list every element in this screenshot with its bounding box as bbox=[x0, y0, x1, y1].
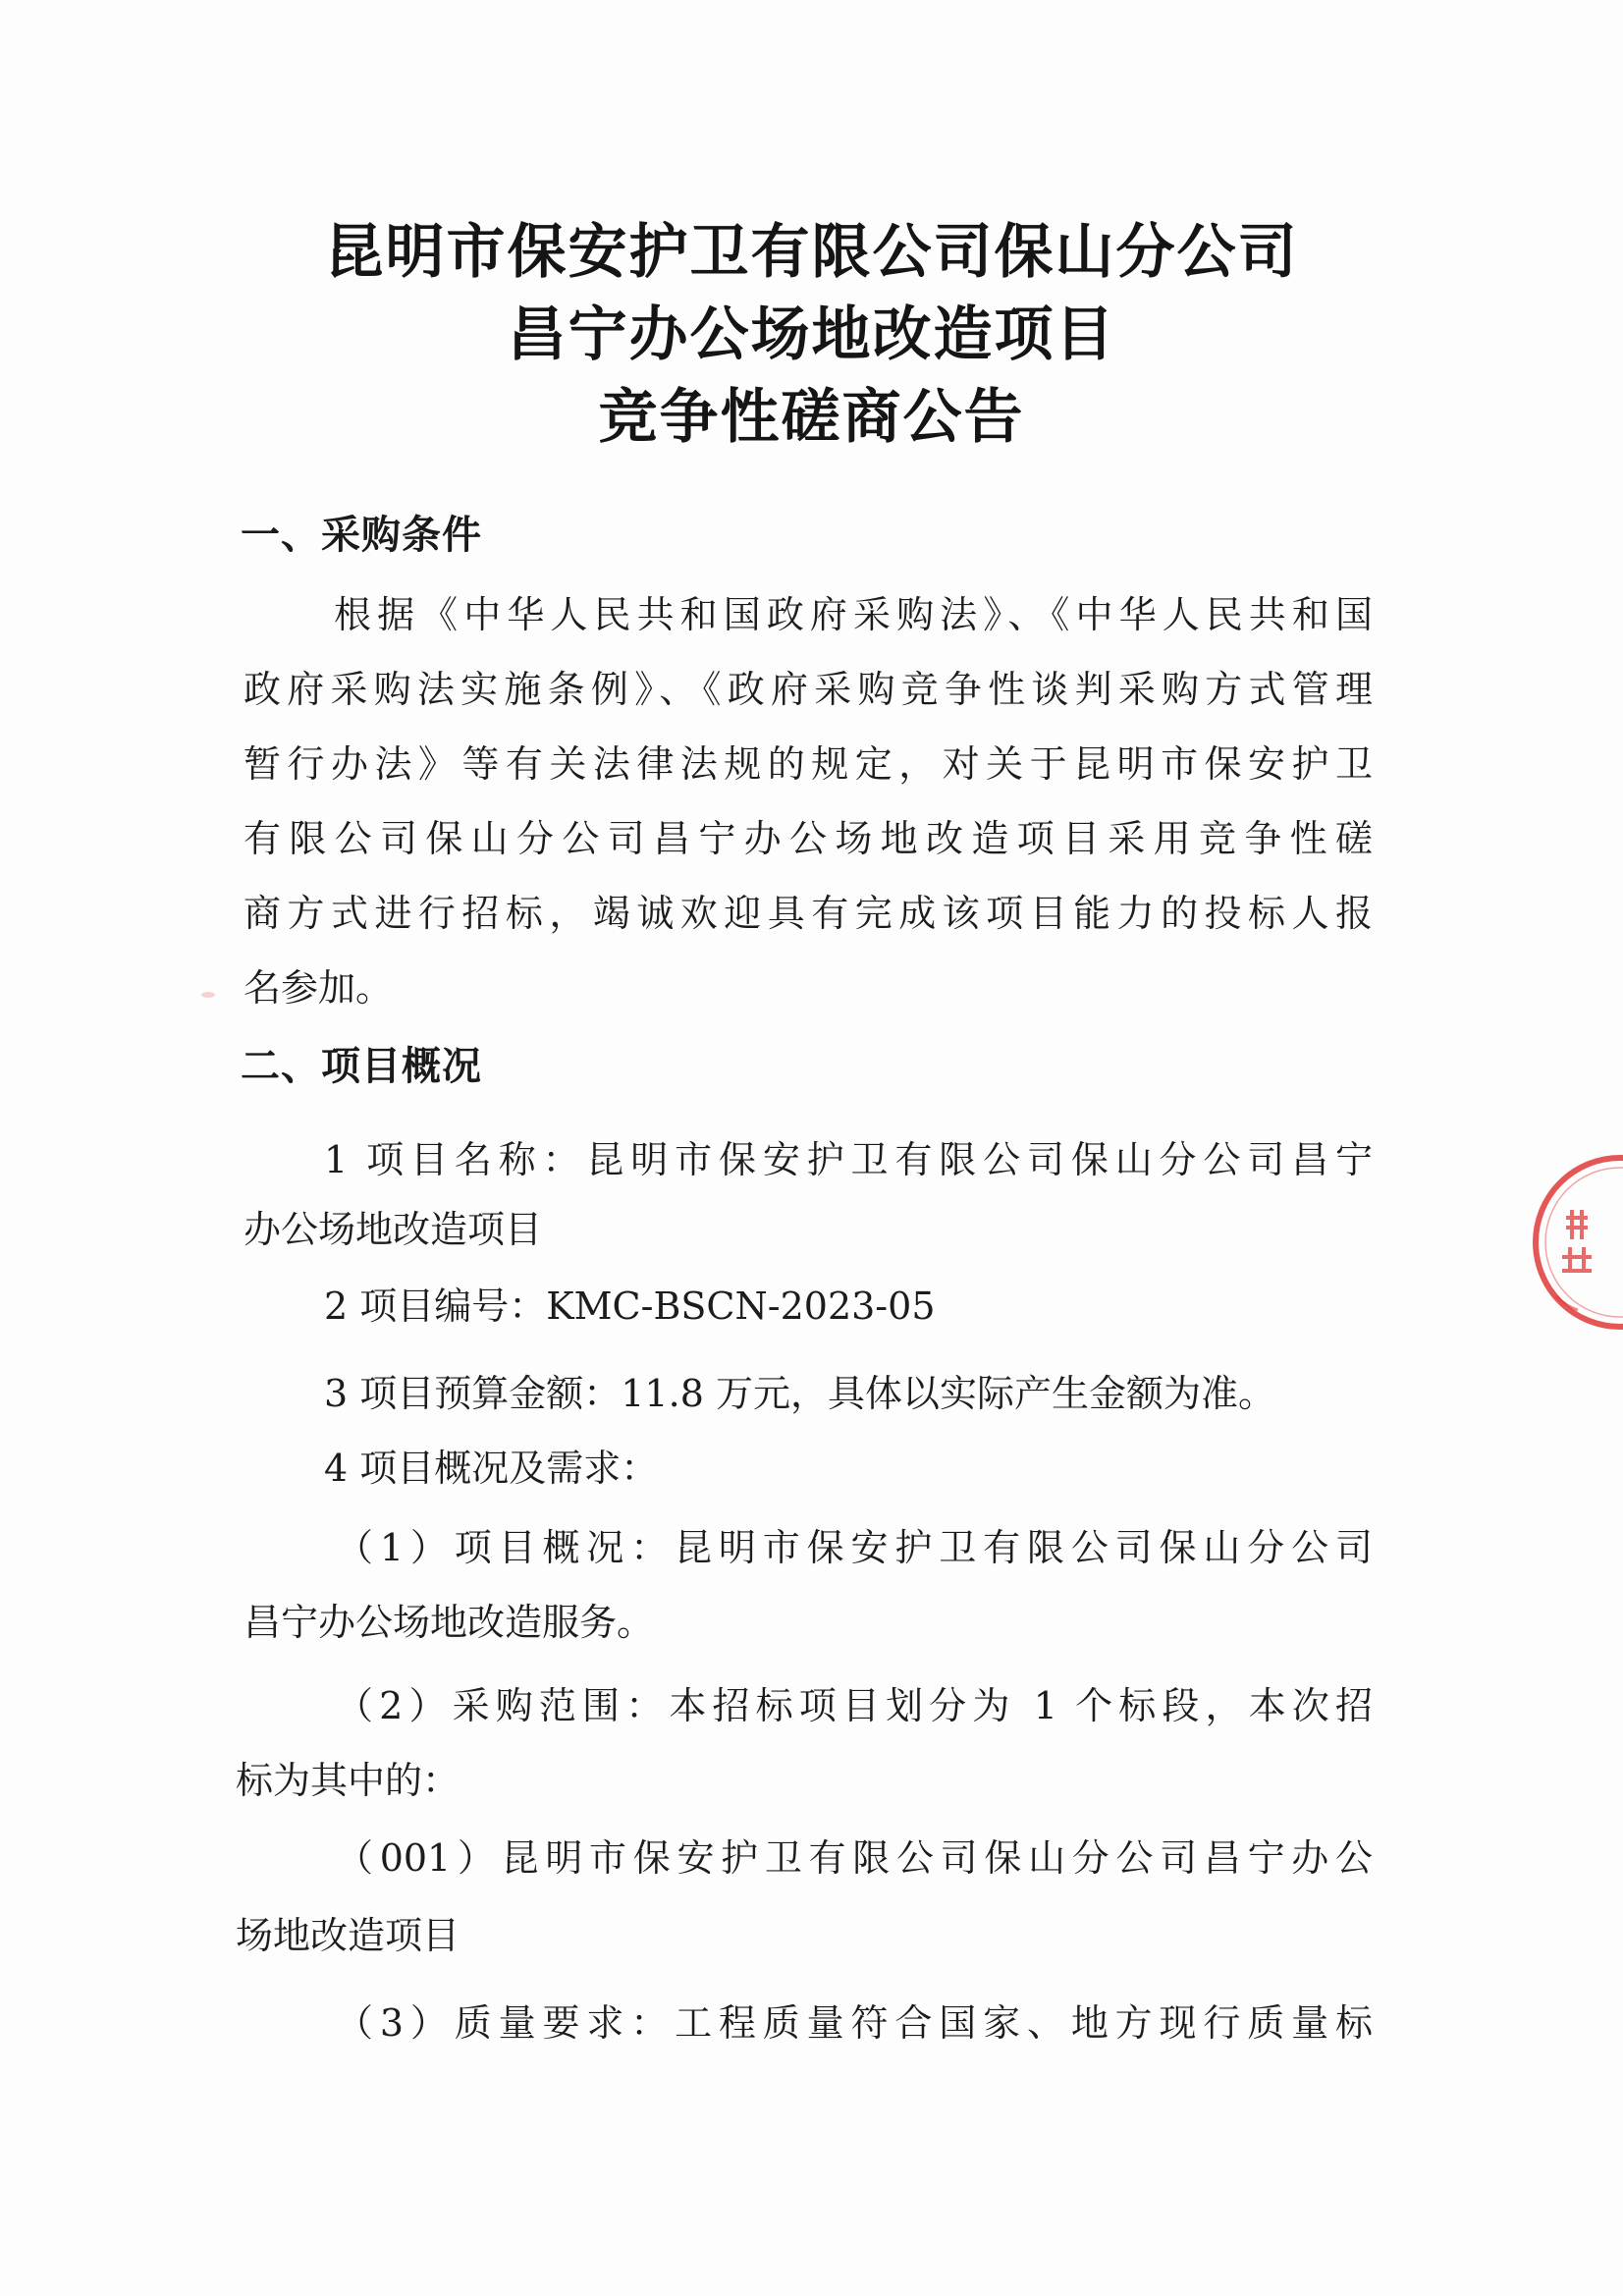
item-project-number: 2 项目编号：KMC-BSCN-2023-05 bbox=[324, 1285, 936, 1328]
title-line-1: 昆明市保安护卫有限公司保山分公司 bbox=[324, 218, 1299, 287]
item-project-name: 1 项目名称：昆明市保安护卫有限公司保山分公司昌宁 bbox=[324, 1138, 1373, 1181]
paragraph-line: 政府采购法实施条例》、《政府采购竞争性谈判采购方式管理 bbox=[243, 668, 1373, 711]
paragraph-line: 暂行办法》等有关法律法规的规定，对关于昆明市保安护卫 bbox=[243, 742, 1373, 786]
sub-item-overview-cont: 昌宁办公场地改造服务。 bbox=[243, 1601, 655, 1644]
document-title bbox=[0, 211, 1623, 459]
paragraph-line: 名参加。 bbox=[243, 966, 394, 1010]
section-heading-procurement-conditions: 一、采购条件 bbox=[241, 513, 482, 558]
ink-smudge bbox=[201, 992, 215, 998]
paragraph-line: 根据《中华人民共和国政府采购法》、《中华人民共和国 bbox=[334, 593, 1373, 636]
item-project-name-cont: 办公场地改造项目 bbox=[243, 1208, 543, 1251]
lot-item: （001）昆明市保安护卫有限公司保山分公司昌宁办公 bbox=[336, 1836, 1373, 1880]
sub-item-scope: （2）采购范围：本招标项目划分为 1 个标段，本次招 bbox=[336, 1684, 1373, 1727]
sub-item-overview: （1）项目概况：昆明市保安护卫有限公司保山分公司 bbox=[336, 1526, 1373, 1569]
lot-item-cont: 场地改造项目 bbox=[236, 1914, 460, 1957]
item-project-requirements: 4 项目概况及需求： bbox=[324, 1447, 659, 1490]
sub-item-quality: （3）质量要求：工程质量符合国家、地方现行质量标 bbox=[336, 2001, 1373, 2045]
title-line-3: 竞争性磋商公告 bbox=[598, 383, 1025, 452]
section-heading-project-overview: 二、项目概况 bbox=[241, 1044, 482, 1089]
paragraph-line: 有限公司保山分公司昌宁办公场地改造项目采用竞争性磋 bbox=[243, 817, 1373, 860]
title-line-2: 昌宁办公场地改造项目 bbox=[507, 301, 1116, 369]
sub-item-scope-cont: 标为其中的： bbox=[236, 1759, 460, 1802]
item-project-budget: 3 项目预算金额：11.8 万元，具体以实际产生金额为准。 bbox=[324, 1372, 1275, 1415]
paragraph-line: 商方式进行招标，竭诚欢迎具有完成该项目能力的投标人报 bbox=[243, 892, 1373, 935]
red-seal-stamp bbox=[1527, 1149, 1623, 1336]
